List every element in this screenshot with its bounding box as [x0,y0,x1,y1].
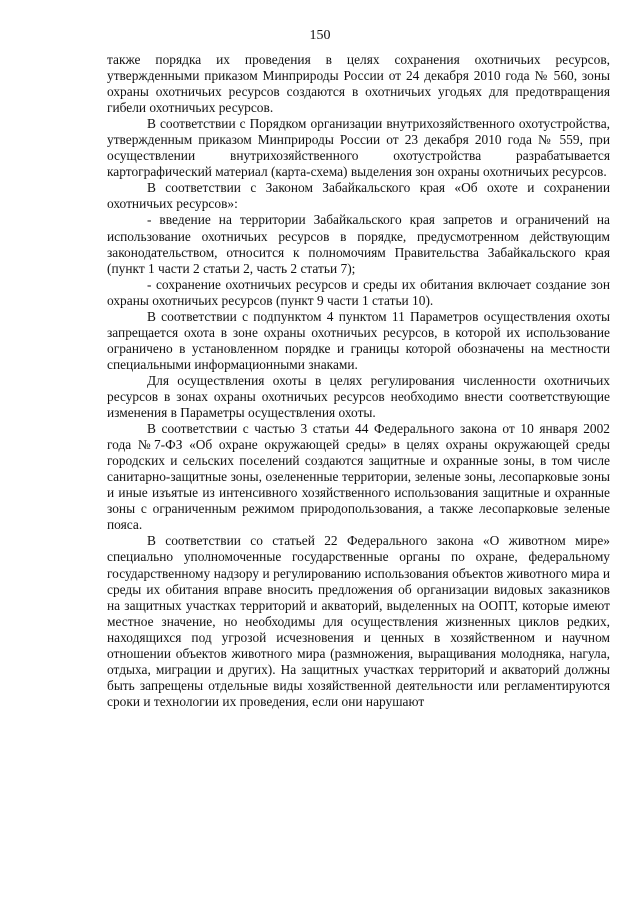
list-item-conservation: - сохранение охотничьих ресурсов и среды их обитания включает создание зон охраны охотничьих ресурсов (пункт 9 части 1 статьи 10). [107,276,610,308]
paragraph-hunting-management: В соответствии с Порядком организации внутрихозяйственного охотустройства, утвержденным приказом Минприроды России от 23 декабря 2010 года № 559, при осуществлении внутрихозяйственного охотустройства разрабатывается картографический материал (карта-схема) выделения зон охраны охотничьих ресурсов. [107,116,610,180]
body-text [107,52,610,710]
paragraph-continuation: также порядка их проведения в целях сохранения охотничьих ресурсов, утвержденными приказом Минприроды России от 24 декабря 2010 года № 560, зоны охраны охотничьих ресурсов создаются в охотничьих угодьях для предотвращения гибели охотничьих ресурсов. [107,52,610,116]
list-item-restrictions: - введение на территории Забайкальского края запретов и ограничений на использование охотничьих ресурсов в порядке, предусмотренном действующим законодательством, относится к полномочиям Правительства Забайкальского края (пункт 1 части 2 статьи 2, часть 2 статьи 7); [107,212,610,276]
paragraph-population-regulation: Для осуществления охоты в целях регулирования численности охотничьих ресурсов в зонах охраны охотничьих ресурсов необходимо внести соответствующие изменения в Параметры осуществления охоты. [107,372,610,421]
page-number: 150 [309,28,331,43]
paragraph-wildlife-law: В соответствии со статьей 22 Федерального закона «О животном мире» специально уполномоченные государственные органы по охране, федеральному государственному надзору и регулированию использования объектов животного мира и среды их обитания вправе вносить предложения об организации видовых заказников на защитных участках территорий и акваторий, выделенных на ООПТ, которые имеют местное значение, но необходимы для осуществления жизненных циклов редких, находящихся под угрозой исчезновения и ценных в хозяйственном и научном отношении объектов животного мира (размножения, выращивания молодняка, нагула, отдыха, миграции и других). На защитных участках территорий и акваторий должны быть запрещены отдельные виды хозяйственной деятельности или регламентируются сроки и технологии их проведения, если они нарушают [107,533,610,709]
paragraph-hunting-parameters: В соответствии с подпунктом 4 пунктом 11 Параметров осуществления охоты запрещается охота в зоне охраны охотничьих ресурсов, в которой их использование ограничено в установленном порядке и границы которой обозначены на местности специальными информационными знаками. [107,308,610,372]
paragraph-environmental-law: В соответствии с частью 3 статьи 44 Федерального закона от 10 января 2002 года №7-ФЗ «Об охране окружающей среды» в целях охраны окружающей среды городских и сельских поселений создаются защитные и охранные зоны, в том числе санитарно-защитные зоны, озелененные территории, зеленые зоны, лесопарковые зоны и иные изъятые из интенсивного хозяйственного использования защитные и охранные зоны с ограниченным режимом природопользования, а также лесопарковые зеленые пояса. [107,421,610,533]
paragraph-zabaikalsky-law: В соответствии с Законом Забайкальского края «Об охоте и сохранении охотничьих ресурсов»: [107,180,610,212]
